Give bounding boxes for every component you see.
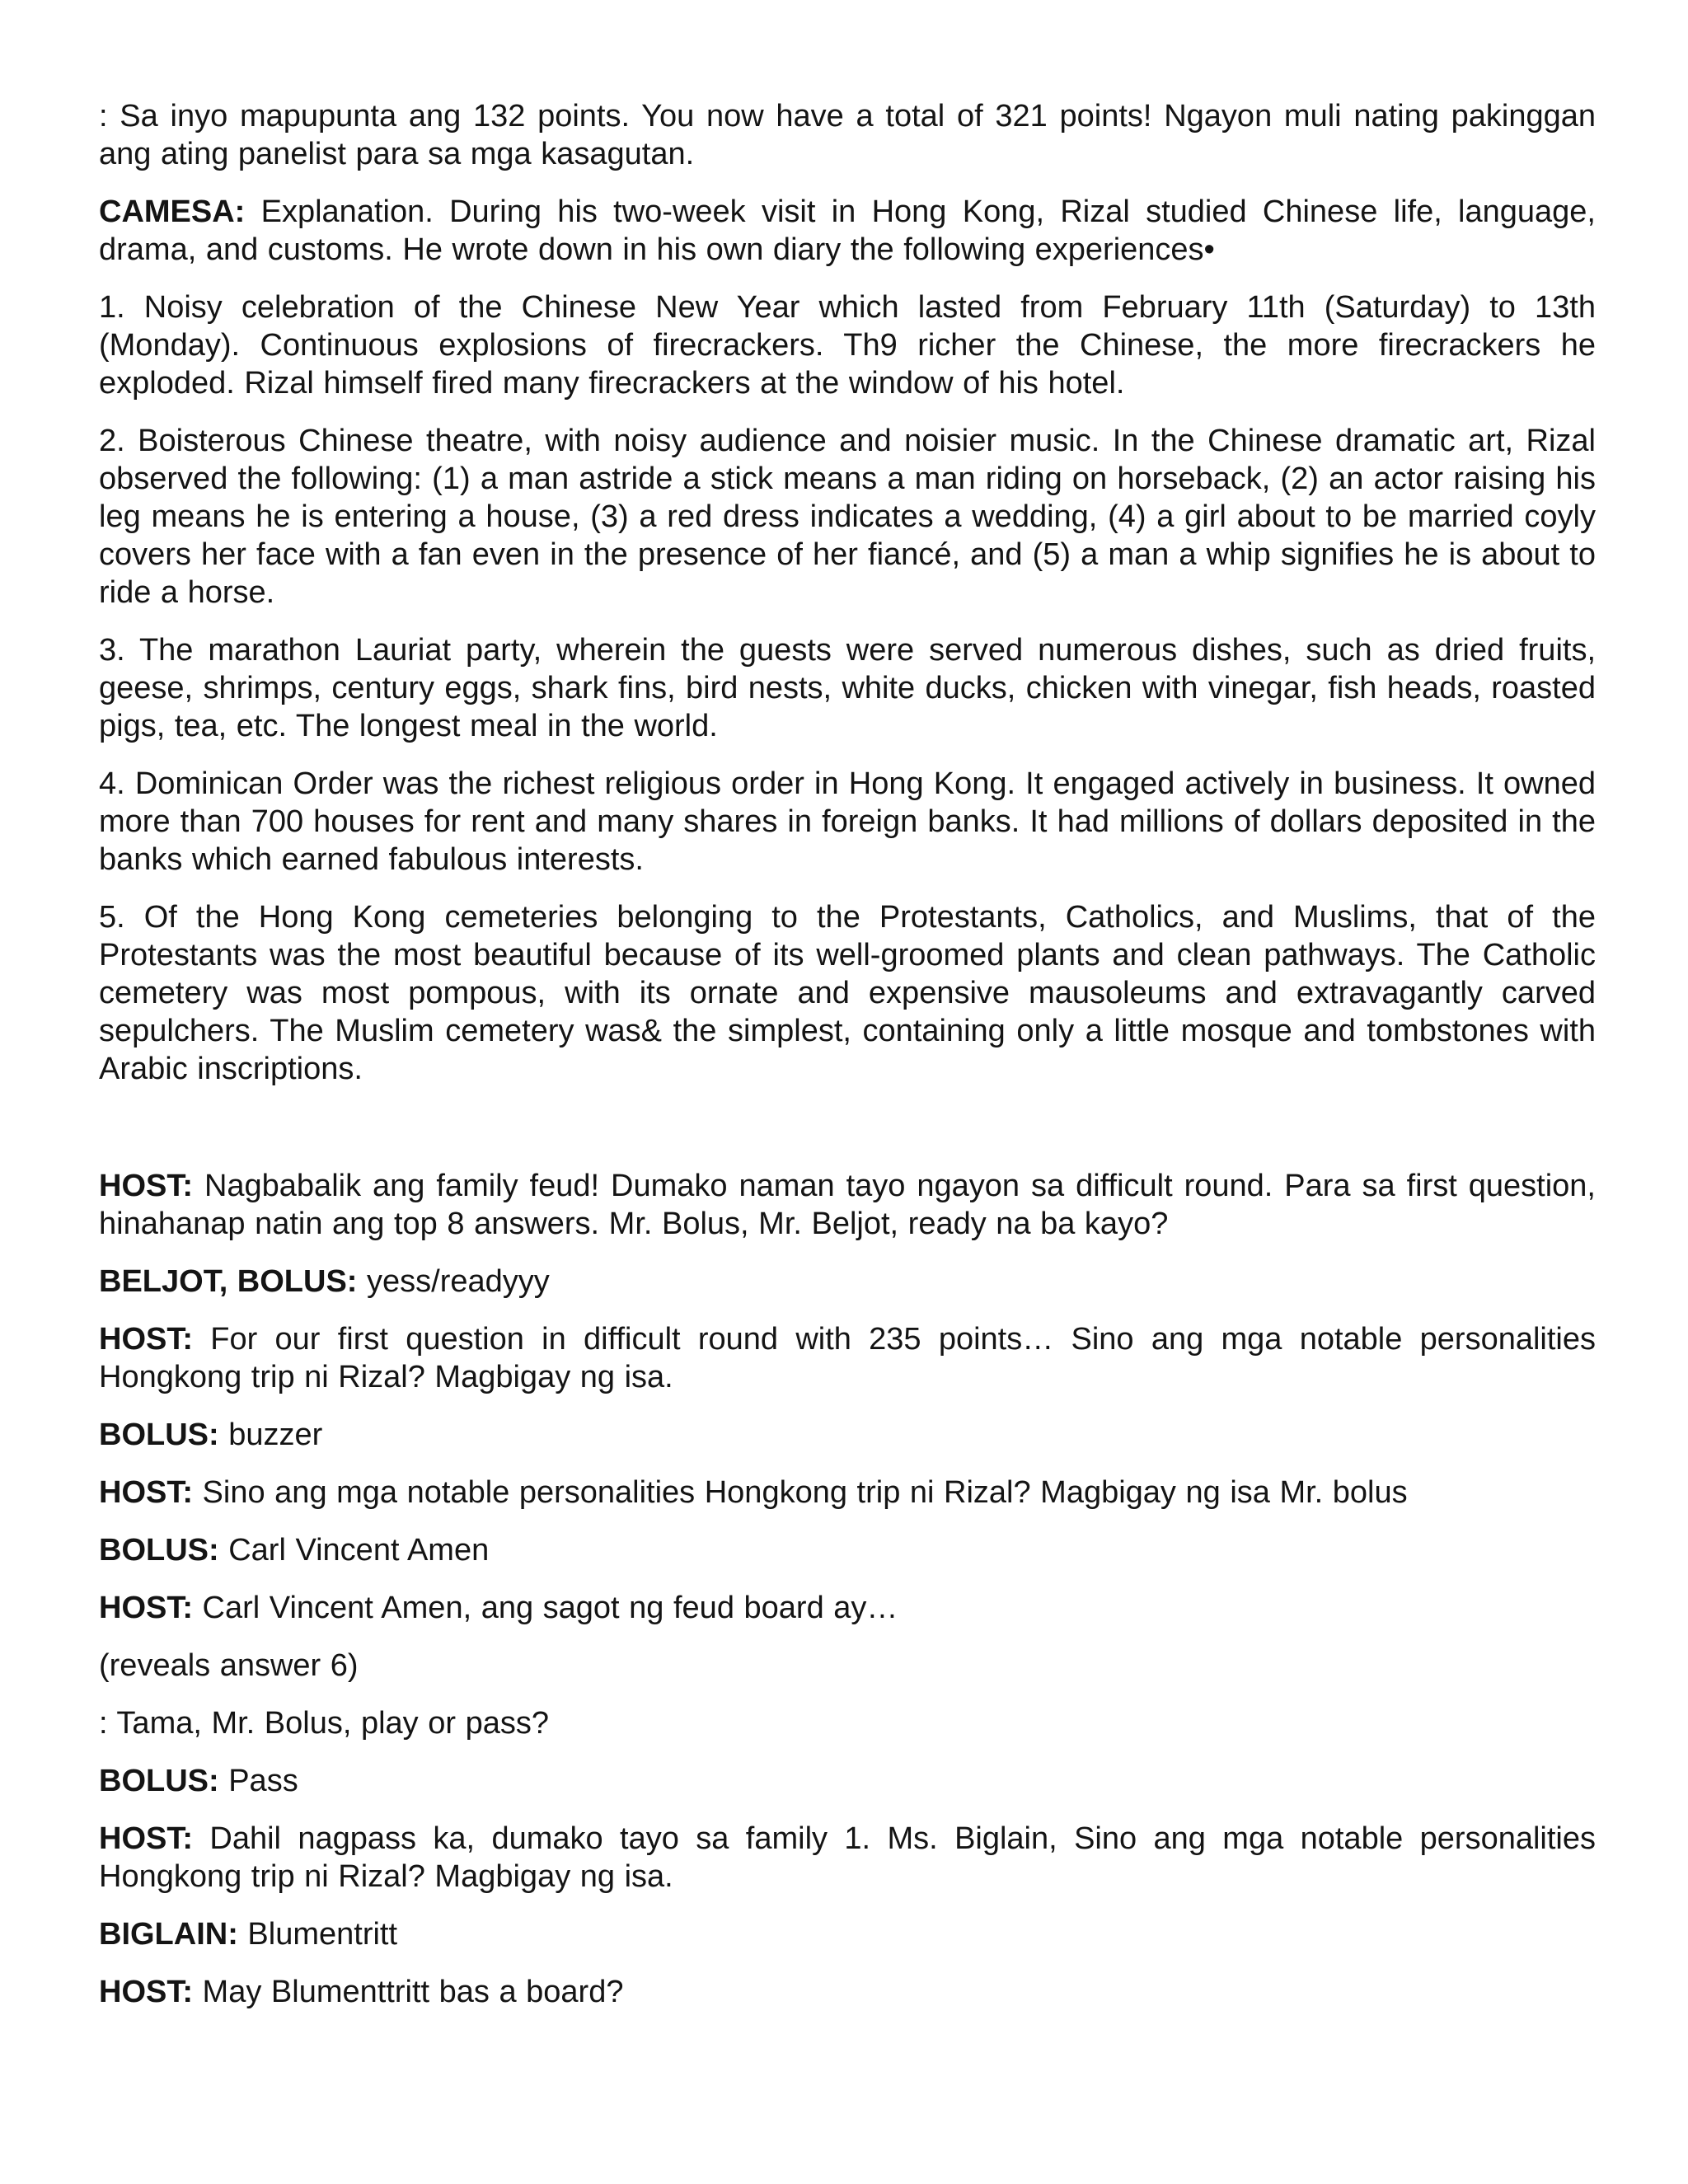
list-item: [99, 765, 1596, 879]
dialogue-line: [99, 1263, 1596, 1301]
dialogue-line: [99, 1762, 1596, 1800]
dialogue-text: buzzer: [218, 1418, 323, 1452]
dialogue-text: Blumentritt: [237, 1917, 398, 1952]
speaker-label: BELJOT, BOLUS:: [99, 1264, 358, 1299]
dialogue-line: [99, 1915, 1596, 1953]
dialogue-text: Dahil nagpass ka, dumako tayo sa family 1. Ms. Biglain, Sino ang mga notable personalities Hongkong trip ni Rizal? Magbigay ng isa.: [99, 1821, 1596, 1894]
list-item: [99, 631, 1596, 745]
paragraph-text: : Sa inyo mapupunta ang 132 points. You now have a total of 321 points! Ngayon muli nating pakinggan ang ating panelist para sa mga kasagutan.: [99, 99, 1596, 171]
dialogue-text: (reveals answer 6): [99, 1648, 359, 1683]
list-item: [99, 422, 1596, 612]
list-item-text: 3. The marathon Lauriat party, wherein the guests were served numerous dishes, such as dried fruits, geese, shrimps, century eggs, shark fins, bird nests, white ducks, chicken with vinegar, fish heads, roasted pigs, tea, etc. The longest meal in the world.: [99, 633, 1596, 743]
list-item-text: 2. Boisterous Chinese theatre, with noisy audience and noisier music. In the Chinese dramatic art, Rizal observed the following: (1) a man astride a stick means a man riding on horseback, (2) an actor raising his leg means he is entering a house, (3) a red dress indicates a wedding, (4) a girl about to be married coyly covers her face with a fan even in the presence of her fiancé, and (5) a man a whip signifies he is about to ride a horse.: [99, 424, 1596, 610]
list-item-text: 5. Of the Hong Kong cemeteries belonging to the Protestants, Catholics, and Muslims, that of the Protestants was the most beautiful because of its well-groomed plants and clean pathways. The Catholic cemetery was most pompous, with its ornate and expensive mausoleums and extravagantly carved sepulchers. The Muslim cemetery was& the simplest, containing only a little mosque and tombstones with Arabic inscriptions.: [99, 900, 1596, 1086]
dialogue-line: [99, 1531, 1596, 1569]
list-item-text: 4. Dominican Order was the richest religious order in Hong Kong. It engaged actively in business. It owned more than 700 houses for rent and many shares in foreign banks. It had millions of dollars deposited in the banks which earned fabulous interests.: [99, 766, 1596, 877]
paragraph-text: Explanation. During his two-week visit in Hong Kong, Rizal studied Chinese life, language, drama, and customs. He wrote down in his own diary the following experiences•: [99, 194, 1596, 267]
speaker-label: HOST:: [99, 1821, 193, 1856]
section-spacer: [99, 1108, 1596, 1167]
speaker-label: BOLUS:: [99, 1533, 219, 1568]
dialogue-text: : Tama, Mr. Bolus, play or pass?: [99, 1706, 549, 1741]
list-item: [99, 898, 1596, 1088]
dialogue-text: yess/readyyy: [357, 1264, 550, 1299]
speaker-label: HOST:: [99, 1322, 193, 1357]
dialogue-text: Nagbabalik ang family feud! Dumako naman tayo ngayon sa difficult round. Para sa first question, hinahanap natin ang top 8 answers. Mr. Bolus, Mr. Beljot, ready na ba kayo?: [99, 1169, 1596, 1241]
speaker-label: BOLUS:: [99, 1764, 219, 1798]
dialogue-line: [99, 1416, 1596, 1454]
speaker-label: BIGLAIN:: [99, 1917, 238, 1952]
dialogue-line: [99, 1589, 1596, 1627]
dialogue-text: Carl Vincent Amen: [218, 1533, 490, 1568]
dialogue-text: Pass: [218, 1764, 298, 1798]
dialogue-text: Carl Vincent Amen, ang sagot ng feud board ay…: [193, 1591, 898, 1625]
intro-paragraph: [99, 97, 1596, 173]
dialogue-text: For our first question in difficult round with 235 points… Sino ang mga notable personalities Hongkong trip ni Rizal? Magbigay ng isa.: [99, 1322, 1596, 1394]
dialogue-line: [99, 1973, 1596, 2011]
dialogue-text: Sino ang mga notable personalities Hongkong trip ni Rizal? Magbigay ng isa Mr. bolus: [193, 1475, 1408, 1510]
dialogue-line: [99, 1474, 1596, 1511]
speaker-label: BOLUS:: [99, 1418, 219, 1452]
speaker-label: HOST:: [99, 1975, 193, 2009]
dialogue-text: May Blumenttritt bas a board?: [193, 1975, 624, 2009]
dialogue-line: [99, 1167, 1596, 1243]
speaker-label: HOST:: [99, 1475, 193, 1510]
speaker-label: HOST:: [99, 1591, 193, 1625]
stage-direction: [99, 1647, 1596, 1685]
dialogue-line: [99, 1820, 1596, 1896]
speaker-label: CAMESA:: [99, 194, 246, 229]
dialogue-line: [99, 1704, 1596, 1742]
speaker-label: HOST:: [99, 1169, 193, 1203]
list-item: [99, 288, 1596, 402]
list-item-text: 1. Noisy celebration of the Chinese New Year which lasted from February 11th (Saturday) to 13th (Monday). Continuous explosions of firecrackers. Th9 richer the Chinese, the more firecrackers he exploded. Rizal himself fired many firecrackers at the window of his hotel.: [99, 290, 1596, 401]
explanation-paragraph: [99, 193, 1596, 269]
dialogue-line: [99, 1320, 1596, 1396]
